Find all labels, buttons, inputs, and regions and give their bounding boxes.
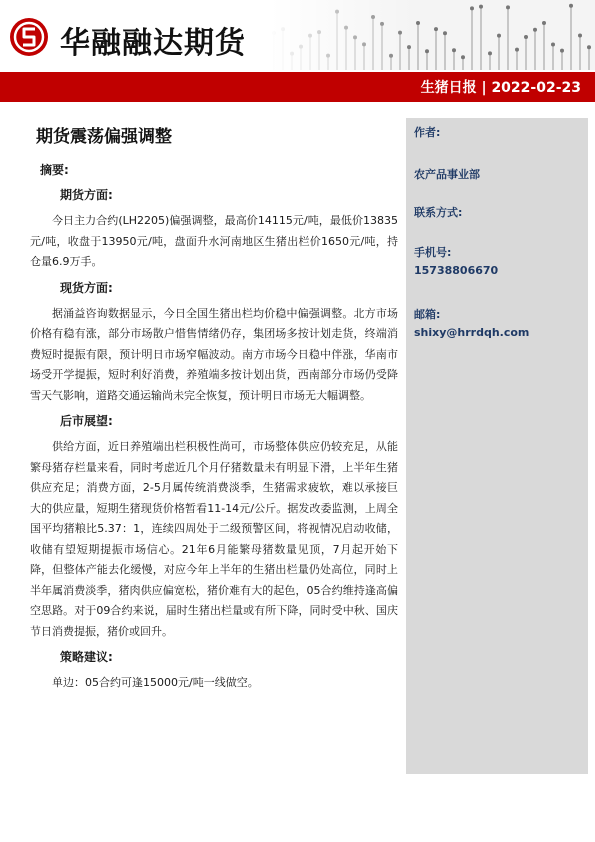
company-logo-icon <box>8 16 50 58</box>
article-title: 期货震荡偏强调整 <box>36 127 172 147</box>
email-address[interactable]: shixy@hrrdqh.com <box>414 326 530 339</box>
futures-heading: 期货方面: <box>60 188 113 202</box>
futures-paragraph: 今日主力合约(LH2205)偏强调整，最高价14115元/吨，最低价13835元/吨，收盘于13950元/吨，盘面升水河南地区生猪出栏价1650元/吨，持仓量6.9万手。 <box>30 214 398 268</box>
spot-paragraph: 据涌益咨询数据显示，今日全国生猪出栏均价稳中偏强调整。北方市场价格有稳有涨，部分市场散户惜售情绪仍存，集团场多按计划走货，终端消费短时提振有限，预计明日市场窄幅波动。南方市场今日稳中伴涨，华南市场受开学提振，短时利好消费，养殖端多按计划出货，西南部分市场仍受降雪天气影响，道路交通运输尚未完全恢复，预计明日市场无大幅调整。 <box>30 306 398 402</box>
article-body <box>30 122 398 700</box>
strategy-heading: 策略建议: <box>60 650 113 664</box>
author-sidebar <box>406 118 588 774</box>
spot-heading: 现货方面: <box>60 280 113 295</box>
outlook-heading: 后市展望: <box>60 414 113 428</box>
header-bar-pattern <box>270 0 595 70</box>
brand-name: 华融融达期货 <box>60 26 246 61</box>
outlook-paragraph: 供给方面，近日养殖端出栏积极性尚可，市场整体供应仍较充足，从能繁母猪存栏量来看，同时考虑近几个月仔猪数量未有明显下滑，上半年生猪供应充足；消费方面，2-5月属传统消费淡季，生猪需求疲软，难以承接巨大的供应量，短期生猪现货价格暂看11-14元/公斤。据发改委监测，上周全国平均猪粮比5.37：1，连续四周处于二级预警区间，将视情况启动收储，收储有望短期提振市场信心。21年6月能繁母猪数量见顶，7月起开始下降，但整体产能去化缓慢，对应今年上半年的生猪出栏量仍处高位，同时上半年属消费淡季，猪肉供应偏宽松，猪价难有大的起色，05合约维持逢高偏空思路。对于09合约来说，届时生猪出栏量或有所下降，同时受中秋、国庆节日消费提振，猪价或回升。 <box>30 440 398 638</box>
phone-number[interactable]: 15738806670 <box>414 264 499 277</box>
author-label: 作者: <box>414 126 441 139</box>
department-name: 农产品事业部 <box>414 168 480 181</box>
report-type-date: 生猪日报 | 2022-02-23 <box>420 80 581 96</box>
contact-label: 联系方式: <box>414 206 463 219</box>
summary-label: 摘要: <box>40 163 69 177</box>
phone-label: 手机号: <box>414 246 452 259</box>
email-label: 邮箱: <box>414 308 441 321</box>
strategy-paragraph: 单边：05合约可逢15000元/吨一线做空。 <box>52 676 259 689</box>
report-header <box>0 0 595 104</box>
